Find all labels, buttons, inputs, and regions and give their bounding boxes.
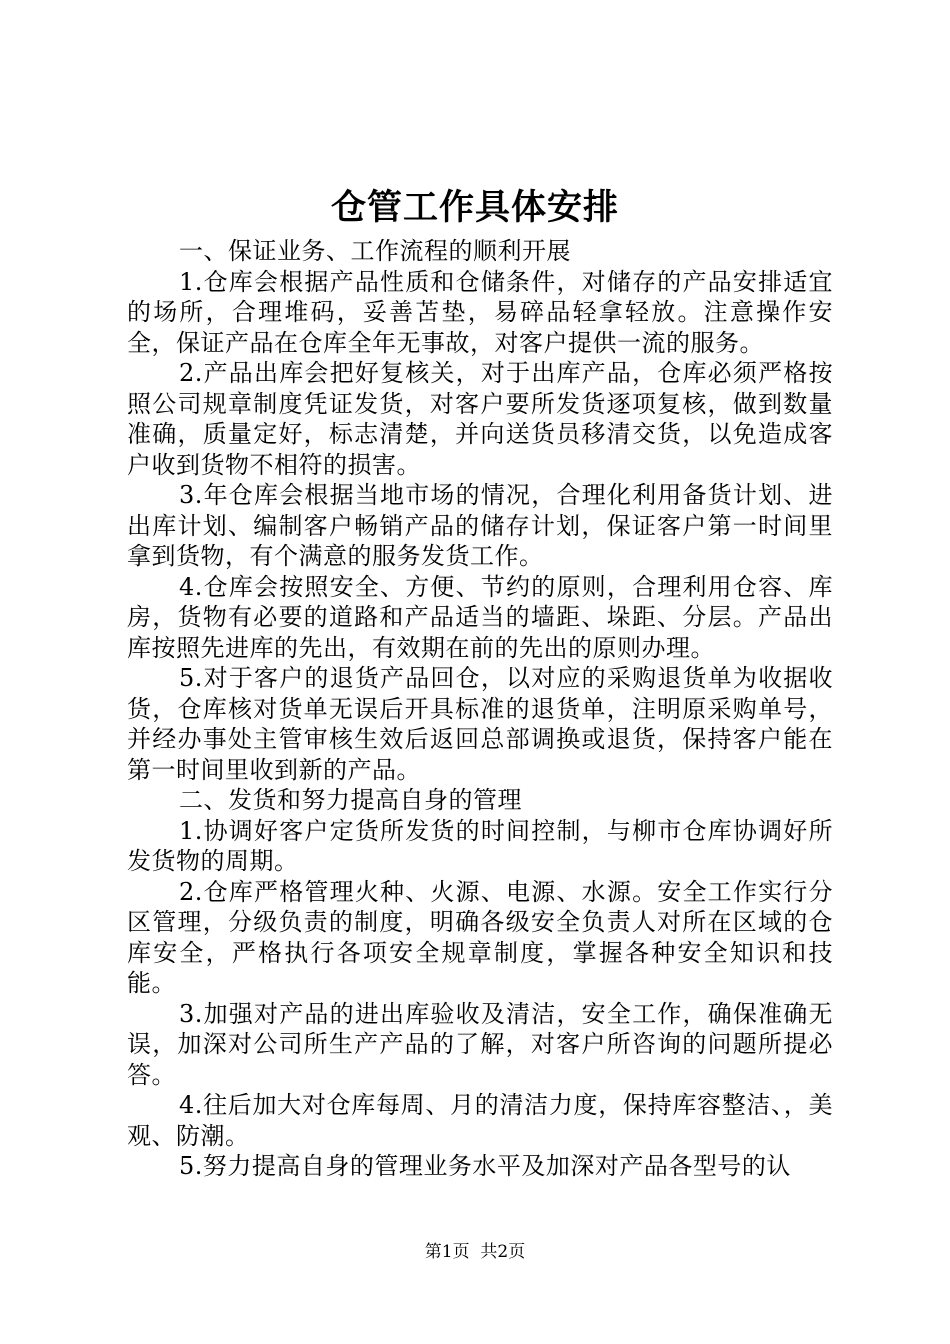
paragraph: 5.努力提高自身的管理业务水平及加深对产品各型号的认 [179, 1152, 791, 1180]
paragraph: 3.加强对产品的进出库验收及清洁，安全工作，确保准确无误，加深对公司所生产产品的了解，对客户所咨询的问题所提必答。 [127, 999, 833, 1089]
paragraph: 2.仓库严格管理火种、火源、电源、水源。安全工作实行分区管理，分级负责的制度，明确各级安全负责人对所在区域的仓库安全，严格执行各项安全规章制度，掌握各种安全知识和技能。 [127, 877, 833, 997]
paragraph: 4.仓库会按照安全、方便、节约的原则，合理利用仓容、库房，货物有必要的道路和产品适当的墙距、垛距、分层。产品出库按照先进库的先出，有效期在前的先出的原则办理。 [127, 572, 833, 662]
paragraph: 1.仓库会根据产品性质和仓储条件，对储存的产品安排适宜的场所，合理堆码，妥善苫垫，易碎品轻拿轻放。注意操作安全，保证产品在仓库全年无事故，对客户提供一流的服务。 [127, 267, 833, 357]
document-body [127, 236, 833, 1182]
section-heading: 一、保证业务、工作流程的顺利开展 [179, 237, 571, 265]
paragraph: 3.年仓库会根据当地市场的情况，合理化利用备货计划、进出库计划、编制客户畅销产品的储存计划，保证客户第一时间里拿到货物，有个满意的服务发货工作。 [127, 481, 833, 570]
paragraph: 4.往后加大对仓库每周、月的清洁力度，保持库容整洁、，美观、防潮。 [127, 1091, 833, 1150]
page-footer [0, 1241, 950, 1263]
paragraph: 1.协调好客户定货所发货的时间控制，与柳市仓库协调好所发货物的周期。 [127, 816, 833, 875]
page-number: 第1页 共2页 [424, 1242, 526, 1262]
document-title: 仓管工作具体安排 [330, 187, 619, 228]
paragraph: 5.对于客户的退货产品回仓，以对应的采购退货单为收据收货，仓库核对货单无误后开具标准的退货单，注明原采购单号，并经办事处主管审核生效后返回总部调换或退货，保持客户能在第一时间里收到新的产品。 [127, 664, 833, 784]
section-heading: 二、发货和努力提高自身的管理 [179, 786, 522, 814]
paragraph: 2.产品出库会把好复核关，对于出库产品，仓库必须严格按照公司规章制度凭证发货，对客户要所发货逐项复核，做到数量准确，质量定好，标志清楚，并向送货员移清交货，以免造成客户收到货物不相符的损害。 [127, 359, 833, 479]
